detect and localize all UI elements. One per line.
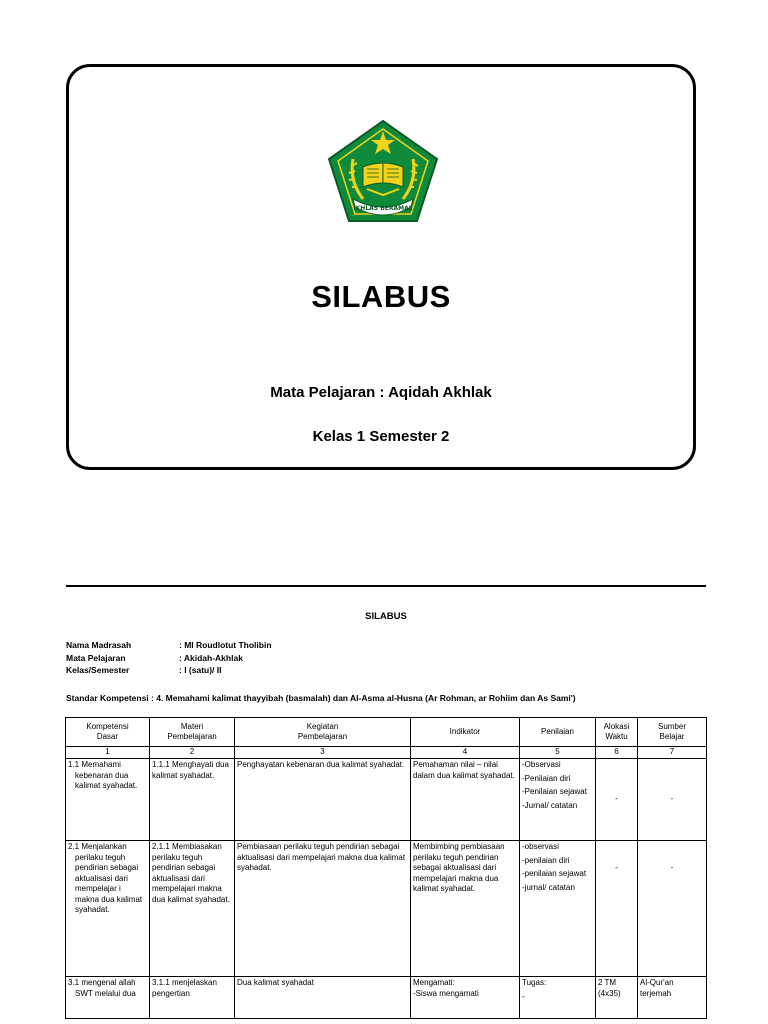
meta-row xyxy=(66,665,272,678)
cell-materi: 1.1.1 Menghayati dua kalimat syahadat. xyxy=(150,759,235,841)
cell-kompetensi-dasar: 1.1 Memahami kebenaran dua kalimat syahadat. xyxy=(66,759,150,841)
cell-kompetensi-dasar: 2.1 Menjalankan perilaku teguh pendirian sebagai aktualisasi dari mempelajar i makna dua kalimat syahadat. xyxy=(66,841,150,977)
cell-indikator: Pemahaman nilai – nilai dalam dua kalimat syahadat. xyxy=(411,759,520,841)
header-kompetensi-dasar: Kompetensi Dasar xyxy=(66,718,150,747)
cover-frame xyxy=(66,64,696,470)
meta-value: : I (satu)/ II xyxy=(179,665,222,675)
header-kegiatan: Kegiatan Pembelajaran xyxy=(235,718,411,747)
cell-alokasi: 2 TM (4x35) xyxy=(596,977,638,1019)
table-row xyxy=(66,841,707,977)
column-number: 1 xyxy=(66,747,150,759)
column-number: 5 xyxy=(520,747,596,759)
cell-kegiatan: Dua kalimat syahadat xyxy=(235,977,411,1019)
cell-indikator: Mengamati: -Siswa mengamati xyxy=(411,977,520,1019)
column-number: 6 xyxy=(596,747,638,759)
cell-kegiatan: Penghayatan kebenaran dua kalimat syahadat. xyxy=(235,759,411,841)
header-sumber: Sumber Belajar xyxy=(638,718,707,747)
cell-kegiatan: Pembiasaan perilaku teguh pendirian sebagai aktualisasi dari mempelajari makna dua kalimat syahadat. xyxy=(235,841,411,977)
header-materi: Materi Pembelajaran xyxy=(150,718,235,747)
meta-label: Nama Madrasah xyxy=(66,640,132,650)
header-indikator: Indikator xyxy=(411,718,520,747)
syllabus-table xyxy=(65,717,707,1019)
cell-indikator: Membimbing pembiasaan perilaku teguh pendirian sebagai aktualisasi dari mempelajari makna dua kalimat syahadat. xyxy=(411,841,520,977)
column-number: 3 xyxy=(235,747,411,759)
cover-subject: Mata Pelajaran : Aqidah Akhlak xyxy=(270,384,492,401)
column-number: 7 xyxy=(638,747,707,759)
cell-materi: 2.1.1 Membiasakan perilaku teguh pendirian sebagai aktualisasi dari mempelajari makna dua kalimat syahadat. xyxy=(150,841,235,977)
meta-value: : MI Roudlotut Tholibin xyxy=(179,640,272,650)
svg-text:IKHLAS BERAMAL: IKHLAS BERAMAL xyxy=(353,205,413,212)
cell-penilaian: -observasi -penilaian diri -penilaian sejawat -jurnal/ catatan xyxy=(520,841,596,977)
table-row xyxy=(66,759,707,841)
cover-title: SILABUS xyxy=(311,279,451,314)
column-number: 4 xyxy=(411,747,520,759)
cell-sumber: Al-Qur'an terjemah xyxy=(638,977,707,1019)
table-header-row xyxy=(66,718,707,747)
cell-sumber: - xyxy=(638,759,707,841)
cell-materi: 3.1.1 menjelaskan pengertian xyxy=(150,977,235,1019)
meta-value: : Akidah-Akhlak xyxy=(179,652,243,663)
column-number-row xyxy=(66,747,707,759)
cell-sumber: - xyxy=(638,841,707,977)
meta-label: Mata Pelajaran xyxy=(66,652,126,663)
horizontal-rule xyxy=(66,585,706,587)
cell-alokasi: - xyxy=(596,841,638,977)
meta-row xyxy=(66,640,272,653)
cell-penilaian: -Observasi -Penilaian diri -Penilaian sejawat -Jurnal/ catatan xyxy=(520,759,596,841)
document-title: SILABUS xyxy=(365,611,407,622)
meta-label: Kelas/Semester xyxy=(66,665,130,675)
header-alokasi: Alokasi Waktu xyxy=(596,718,638,747)
cell-penilaian: Tugas: - xyxy=(520,977,596,1019)
header-penilaian: Penilaian xyxy=(520,718,596,747)
cover-class: Kelas 1 Semester 2 xyxy=(312,428,450,445)
column-number: 2 xyxy=(150,747,235,759)
kemenag-logo-icon xyxy=(327,119,439,223)
meta-row xyxy=(66,653,272,666)
standar-kompetensi: Standar Kompetensi : 4. Memahami kalimat thayyibah (basmalah) dan Al-Asma al-Husna (Ar Rohman, ar Rohiim dan As Sami') xyxy=(66,693,576,703)
cell-alokasi: - xyxy=(596,759,638,841)
table-row xyxy=(66,977,707,1019)
cell-kompetensi-dasar: 3.1 mengenal allah SWT melalui dua xyxy=(66,977,150,1019)
school-info xyxy=(66,640,272,678)
